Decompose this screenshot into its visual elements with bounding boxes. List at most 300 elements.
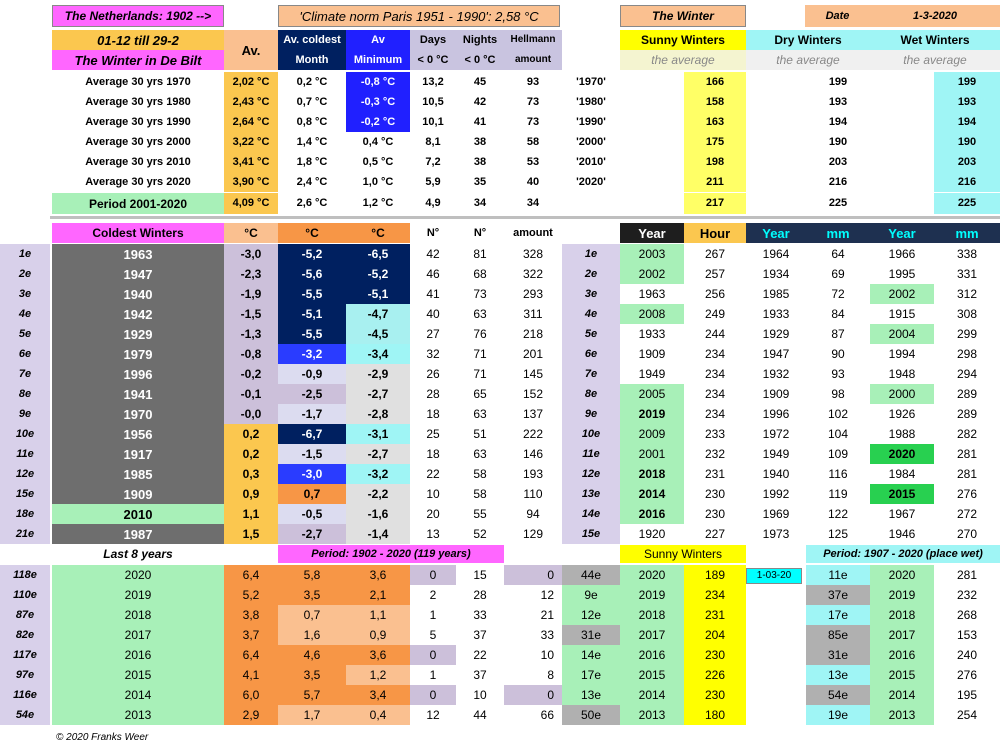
- rank-nights: 76: [473, 327, 487, 341]
- rank-cold: -5,1: [278, 304, 346, 324]
- rank-label: 6e: [0, 344, 50, 364]
- wet-year: 2002: [870, 284, 934, 304]
- dry-year: 1985: [762, 287, 790, 301]
- rank-av: -0,2: [224, 364, 278, 384]
- sunny-hour: 256: [704, 287, 726, 301]
- rank-min: -2,8: [346, 404, 410, 424]
- sunny-hour: 267: [704, 247, 726, 261]
- avg-av: 3,90 °C: [224, 172, 278, 192]
- rank-label-sunny: 2e: [562, 264, 620, 284]
- avg-cold: 1,8 °C: [296, 155, 328, 168]
- wet-year: 1988: [888, 427, 916, 441]
- coldest-year: 1956: [52, 424, 224, 444]
- last8-wet-year: 2017: [870, 625, 934, 645]
- avg-row-label: Average 30 yrs 2020: [85, 175, 191, 188]
- last8-wet-rank: 31e: [806, 645, 870, 665]
- last8-days: 12: [426, 708, 440, 722]
- last8-cold: 4,6: [278, 645, 346, 665]
- last8-av: 6,0: [224, 685, 278, 705]
- last8-nights: 33: [473, 608, 487, 622]
- last8-sunny-year: 2017: [620, 625, 684, 645]
- avg-row-label: Average 30 yrs 1980: [85, 95, 191, 108]
- sunny-year: 1909: [638, 347, 666, 361]
- dry-year: 1940: [762, 467, 790, 481]
- avg-sunny: 198: [684, 152, 746, 172]
- rank-label-sunny: 4e: [562, 304, 620, 324]
- last8-days: 1: [429, 608, 437, 622]
- rank-label: 18e: [0, 504, 50, 524]
- sunny-hour: 234: [704, 407, 726, 421]
- avg-tag: '1990': [576, 115, 606, 128]
- last8-av: 6,4: [224, 565, 278, 585]
- sunny-hour: 230: [704, 487, 726, 501]
- avg-dry: 199: [828, 75, 848, 88]
- last8-sunny-rank: 44e: [562, 565, 620, 585]
- subtitle-dates: 01-12 till 29-2: [52, 30, 224, 50]
- wet-year: 1926: [888, 407, 916, 421]
- rank-av: -2,3: [224, 264, 278, 284]
- rank-hell: 201: [522, 347, 544, 361]
- rank-label-sunny: 1e: [562, 244, 620, 264]
- last8-wet-rank: 13e: [806, 665, 870, 685]
- rank-hell: 193: [522, 467, 544, 481]
- rank-av: -1,3: [224, 324, 278, 344]
- avg-hell: 73: [526, 115, 540, 128]
- rank-label: 1e: [0, 244, 50, 264]
- deg-header-av: °C: [224, 223, 278, 243]
- avg-nights: 42: [473, 95, 487, 108]
- avg-min: 0,5 °C: [362, 155, 394, 168]
- last8-sunny-year: 2018: [620, 605, 684, 625]
- avg-hell: 53: [526, 155, 540, 168]
- coldest-year: 1929: [52, 324, 224, 344]
- rank-label-sunny: 6e: [562, 344, 620, 364]
- avg-nights: 38: [473, 155, 487, 168]
- avg-sunny: 175: [684, 132, 746, 152]
- wet-year: 2020: [870, 444, 934, 464]
- amount-header: amount: [513, 226, 553, 239]
- last8-sunny-hour: 230: [684, 645, 746, 665]
- rank-label-sunny: 7e: [562, 364, 620, 384]
- last8-cold: 1,6: [278, 625, 346, 645]
- avg-cold: 1,4 °C: [296, 135, 328, 148]
- avg-row-label: Average 30 yrs 2010: [85, 155, 191, 168]
- last8-wet-year: 2016: [870, 645, 934, 665]
- date-value: 1-3-2020: [912, 9, 958, 22]
- rank-min: -2,7: [346, 444, 410, 464]
- last8-year: 2013: [52, 705, 224, 725]
- last8-sunny-rank: 31e: [562, 625, 620, 645]
- rank-nights: 73: [473, 287, 487, 301]
- period-wet-header: Period: 1907 - 2020 (place wet): [806, 545, 1000, 563]
- wet-mm: 308: [956, 307, 978, 321]
- last8-cold: 5,8: [278, 565, 346, 585]
- last8-sunny-hour: 180: [684, 705, 746, 725]
- rank-label: 3e: [0, 284, 50, 304]
- rank-days: 32: [426, 347, 440, 361]
- sunny-hour: 232: [704, 447, 726, 461]
- sunny-avg-label: the average: [620, 50, 746, 70]
- rank-days: 10: [426, 487, 440, 501]
- avg-cold: 0,8 °C: [296, 115, 328, 128]
- last8-nights: 44: [473, 708, 487, 722]
- last8-av: 3,8: [224, 605, 278, 625]
- rank-min: -4,7: [346, 304, 410, 324]
- rank-hell: 145: [522, 367, 544, 381]
- avg-cold: 0,2 °C: [296, 75, 328, 88]
- last8-wet-year: 2018: [870, 605, 934, 625]
- rank-days: 13: [426, 527, 440, 541]
- rank-hell: 137: [522, 407, 544, 421]
- dry-mm: 84: [831, 307, 845, 321]
- avg-av: 2,02 °C: [224, 72, 278, 92]
- last8-hell: 33: [540, 628, 554, 642]
- last8-rank: 118e: [0, 565, 50, 585]
- rank-av: 0,2: [224, 444, 278, 464]
- avg-sunny: 163: [684, 112, 746, 132]
- rank-days: 25: [426, 427, 440, 441]
- avg-cold: 2,4 °C: [296, 175, 328, 188]
- last8-wet-year: 2013: [870, 705, 934, 725]
- dry-mm-header: mm: [806, 223, 870, 243]
- sunny-hour: 234: [704, 367, 726, 381]
- dry-year: 1973: [762, 527, 790, 541]
- rank-nights: 58: [473, 487, 487, 501]
- avg-nights: 38: [473, 135, 487, 148]
- rank-min: -1,6: [346, 504, 410, 524]
- sunny-year: 2018: [620, 464, 684, 484]
- rank-av: 0,3: [224, 464, 278, 484]
- rank-cold: -5,2: [278, 244, 346, 264]
- last8-wet-year: 2015: [870, 665, 934, 685]
- deg-header-cold: °C: [278, 223, 346, 243]
- last8-year: 2019: [52, 585, 224, 605]
- last8-year: 2020: [52, 565, 224, 585]
- dry-mm: 90: [831, 347, 845, 361]
- period-dry: 225: [828, 197, 848, 209]
- rank-min: -1,4: [346, 524, 410, 544]
- copyright: © 2020 Franks Weer: [56, 732, 149, 743]
- last8-hell: 8: [547, 668, 554, 682]
- period-min: 1,2 °C: [362, 197, 394, 209]
- avg-nights: 41: [473, 115, 487, 128]
- rank-cold: -2,7: [278, 524, 346, 544]
- avg-dry: 194: [828, 115, 848, 128]
- wet-mm: 289: [956, 387, 978, 401]
- last8-wet-year: 2020: [870, 565, 934, 585]
- period-days: 4,9: [425, 197, 441, 209]
- rank-label-sunny: 12e: [562, 464, 620, 484]
- rank-hell: 110: [523, 487, 543, 501]
- last8-wet-rank: 11e: [806, 565, 870, 585]
- dry-mm: 125: [827, 527, 849, 541]
- avg-av: 2,43 °C: [224, 92, 278, 112]
- avg-min: -0,8 °C: [346, 72, 410, 92]
- rank-nights: 52: [473, 527, 487, 541]
- coldest-year: 1942: [52, 304, 224, 324]
- wet-mm: 281: [956, 447, 978, 461]
- wet-year: 2000: [870, 384, 934, 404]
- last8-sunny-year: 2016: [620, 645, 684, 665]
- rank-label: 2e: [0, 264, 50, 284]
- av-header: Av.: [224, 30, 278, 70]
- avg-min: -0,3 °C: [346, 92, 410, 112]
- avg-av: 2,64 °C: [224, 112, 278, 132]
- dry-mm: 69: [831, 267, 845, 281]
- avg-nights: 35: [473, 175, 487, 188]
- rank-min: -2,9: [346, 364, 410, 384]
- rank-cold: 0,7: [278, 484, 346, 504]
- n-header-days: N°: [426, 226, 440, 239]
- dry-mm: 104: [827, 427, 849, 441]
- rank-label-sunny: 13e: [562, 484, 620, 504]
- avg-tag: '2010': [576, 155, 606, 168]
- wet-mm: 276: [956, 487, 978, 501]
- avg-av: 3,22 °C: [224, 132, 278, 152]
- last8-nights: 28: [473, 588, 487, 602]
- nights-header-2: < 0 °C: [464, 53, 496, 66]
- last8-days: 5: [429, 628, 437, 642]
- sunny-hour: 244: [704, 327, 726, 341]
- rank-label: 10e: [0, 424, 50, 444]
- rank-label-sunny: 3e: [562, 284, 620, 304]
- dry-year: 1929: [762, 327, 790, 341]
- last8-rank: 97e: [0, 665, 50, 685]
- last8-rank: 54e: [0, 705, 50, 725]
- rank-nights: 63: [473, 307, 487, 321]
- sunny-hour: 230: [704, 507, 726, 521]
- period-cold: 2,6 °C: [296, 197, 328, 209]
- date-label: Date: [825, 9, 850, 22]
- rank-av: 1,5: [224, 524, 278, 544]
- dry-mm: 98: [831, 387, 845, 401]
- last8-min: 3,6: [346, 565, 410, 585]
- last8-wet-rank: 37e: [806, 585, 870, 605]
- rank-label-sunny: 5e: [562, 324, 620, 344]
- wet-header: Wet Winters: [870, 30, 1000, 50]
- dry-mm: 64: [831, 247, 845, 261]
- rank-nights: 81: [473, 247, 487, 261]
- last8-year: 2014: [52, 685, 224, 705]
- rank-label: 8e: [0, 384, 50, 404]
- sunny-year: 2003: [620, 244, 684, 264]
- wet-mm-header: mm: [934, 223, 1000, 243]
- avg-wet: 193: [934, 92, 1000, 112]
- sunny-year: 2019: [620, 404, 684, 424]
- subtitle-place: The Winter in De Bilt: [52, 50, 224, 70]
- dry-mm: 116: [828, 467, 848, 481]
- rank-av: -0,0: [224, 404, 278, 424]
- last8-av: 4,1: [224, 665, 278, 685]
- rank-cold: -1,7: [278, 404, 346, 424]
- days-header-2: < 0 °C: [417, 53, 449, 66]
- rank-hell: 146: [522, 447, 544, 461]
- avg-hell: 40: [526, 175, 540, 188]
- rank-label-sunny: 11e: [562, 444, 620, 464]
- rank-hell: 222: [522, 427, 544, 441]
- last8-rank: 82e: [0, 625, 50, 645]
- sunny-hour: 234: [704, 347, 726, 361]
- rank-cold: -1,5: [278, 444, 346, 464]
- last8-av: 5,2: [224, 585, 278, 605]
- last8-sunny-hour: 231: [684, 605, 746, 625]
- climate-norm: 'Climate norm Paris 1951 - 1990': 2,58 °C: [278, 5, 560, 27]
- rank-label: 9e: [0, 404, 50, 424]
- wet-mm: 270: [956, 527, 978, 541]
- dry-mm: 102: [827, 407, 849, 421]
- wet-year: 1966: [888, 247, 916, 261]
- rank-label-sunny: 14e: [562, 504, 620, 524]
- coldest-year: 1987: [52, 524, 224, 544]
- sunny-year: 1920: [638, 527, 666, 541]
- rank-hell: 328: [522, 247, 544, 261]
- dry-year: 1996: [762, 407, 790, 421]
- coldest-year: 1947: [52, 264, 224, 284]
- avg-wet: 190: [934, 132, 1000, 152]
- dry-mm: 122: [827, 507, 849, 521]
- rank-av: 1,1: [224, 504, 278, 524]
- wet-year-header: Year: [870, 223, 934, 243]
- period-nights: 34: [473, 197, 487, 209]
- coldest-year: 1996: [52, 364, 224, 384]
- wet-mm: 294: [956, 367, 978, 381]
- rank-min: -5,2: [346, 264, 410, 284]
- rank-cold: -0,9: [278, 364, 346, 384]
- last8-wet-mm: 276: [956, 668, 978, 682]
- rank-cold: -3,0: [278, 464, 346, 484]
- rank-min: -3,4: [346, 344, 410, 364]
- avg-days: 5,9: [425, 175, 441, 188]
- last8-min: 0,4: [346, 705, 410, 725]
- period-sunny: 217: [684, 193, 746, 214]
- last8-rank: 110e: [0, 585, 50, 605]
- wet-year: 1967: [888, 507, 916, 521]
- sunny-hour: 231: [704, 467, 726, 481]
- last8-days: 0: [410, 645, 456, 665]
- avg-min: -0,2 °C: [346, 112, 410, 132]
- hellmann-header: Hellmann: [510, 34, 556, 45]
- rank-nights: 71: [473, 367, 487, 381]
- last8-days: 2: [429, 588, 437, 602]
- avg-tag: '1980': [576, 95, 606, 108]
- wet-mm: 289: [956, 407, 978, 421]
- date-tag: 1-03-20: [746, 568, 802, 584]
- avg-min: 1,0 °C: [362, 175, 394, 188]
- last8-sunny-year: 2015: [620, 665, 684, 685]
- last8-sunny-year: 2019: [620, 585, 684, 605]
- rank-label-sunny: 10e: [562, 424, 620, 444]
- last8-sunny-year: 2014: [620, 685, 684, 705]
- wet-year: 1948: [888, 367, 916, 381]
- avg-row-label: Average 30 yrs 2000: [85, 135, 191, 148]
- wet-year: 1994: [888, 347, 916, 361]
- rank-hell: 129: [522, 527, 544, 541]
- dry-mm: 93: [831, 367, 845, 381]
- avg-av: 3,41 °C: [224, 152, 278, 172]
- last8-cold: 5,7: [278, 685, 346, 705]
- coldest-year: 1963: [52, 244, 224, 264]
- dry-mm: 119: [828, 487, 848, 501]
- wet-year: 2004: [870, 324, 934, 344]
- wet-mm: 272: [956, 507, 978, 521]
- rank-label-sunny: 9e: [562, 404, 620, 424]
- avg-tag: '2020': [576, 175, 606, 188]
- last8-year: 2015: [52, 665, 224, 685]
- nights-header: Nights: [462, 33, 498, 46]
- dry-year: 1972: [762, 427, 790, 441]
- wet-year: 1984: [888, 467, 916, 481]
- last8-nights: 10: [473, 688, 487, 702]
- last8-min: 0,9: [346, 625, 410, 645]
- dry-header: Dry Winters: [746, 30, 870, 50]
- last8-nights: 22: [473, 648, 487, 662]
- last8-hell: 0: [504, 565, 562, 585]
- rank-days: 26: [426, 367, 440, 381]
- rank-cold: -5,6: [278, 264, 346, 284]
- last8-cold: 0,7: [278, 605, 346, 625]
- coldest-year: 1979: [52, 344, 224, 364]
- rank-nights: 55: [473, 507, 487, 521]
- rank-hell: 152: [522, 387, 544, 401]
- rank-min: -4,5: [346, 324, 410, 344]
- wet-year: 1946: [888, 527, 916, 541]
- wet-year: 2015: [870, 484, 934, 504]
- rank-av: -3,0: [224, 244, 278, 264]
- rank-av: 0,2: [224, 424, 278, 444]
- wet-year: 1995: [888, 267, 916, 281]
- rank-label-sunny: 15e: [562, 524, 620, 544]
- avg-hell: 58: [526, 135, 540, 148]
- avg-wet: 203: [934, 152, 1000, 172]
- last8-wet-year: 2014: [870, 685, 934, 705]
- last8-min: 3,6: [346, 645, 410, 665]
- dry-year: 1932: [762, 367, 790, 381]
- avg-row-label: Average 30 yrs 1990: [85, 115, 191, 128]
- rank-days: 18: [426, 407, 440, 421]
- last8-cold: 1,7: [278, 705, 346, 725]
- sunny-year: 2014: [620, 484, 684, 504]
- wet-year: 1915: [888, 307, 916, 321]
- last8-min: 2,1: [346, 585, 410, 605]
- dry-mm: 87: [831, 327, 845, 341]
- rank-nights: 71: [473, 347, 487, 361]
- coldest-year: 2010: [52, 504, 224, 524]
- rank-days: 40: [426, 307, 440, 321]
- last8-sunny-year: 2020: [620, 565, 684, 585]
- last8-sunny-year: 2013: [620, 705, 684, 725]
- last8-wet-mm: 153: [956, 628, 978, 642]
- rank-av: -0,1: [224, 384, 278, 404]
- last8-wet-rank: 17e: [806, 605, 870, 625]
- last8-hell: 66: [540, 708, 554, 722]
- coldest-header: Coldest Winters: [52, 223, 224, 243]
- sunny-year: 2016: [620, 504, 684, 524]
- avg-min: 0,4 °C: [362, 135, 394, 148]
- last8-sunny-hour: 230: [684, 685, 746, 705]
- last8-wet-mm: 281: [956, 568, 978, 582]
- last8-hell: 12: [540, 588, 554, 602]
- days-header: Days: [419, 33, 447, 46]
- rank-av: 0,9: [224, 484, 278, 504]
- last8-sunny-rank: 14e: [562, 645, 620, 665]
- wet-avg-label: the average: [870, 50, 1000, 70]
- avg-days: 8,1: [425, 135, 441, 148]
- last8-min: 1,1: [346, 605, 410, 625]
- last8-sunny-hour: 226: [684, 665, 746, 685]
- coldest-year: 1941: [52, 384, 224, 404]
- last8-sunny-rank: 13e: [562, 685, 620, 705]
- rank-cold: -5,5: [278, 284, 346, 304]
